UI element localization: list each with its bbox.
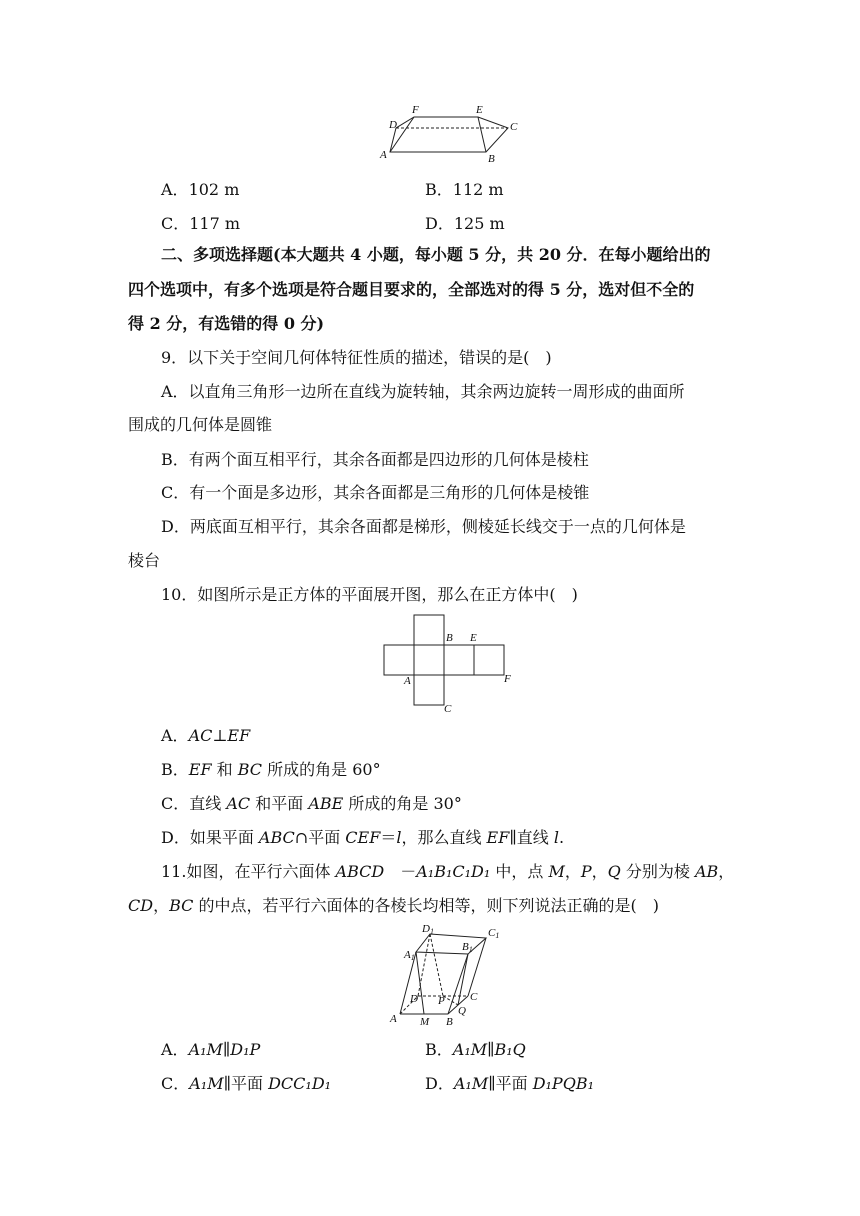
q11-label-A1: A1 <box>404 949 415 962</box>
q8-label-D: D <box>389 119 397 131</box>
q9-stem: 9．以下关于空间几何体特征性质的描述，错误的是( ) <box>161 348 552 367</box>
q11-label-C: C <box>470 991 478 1003</box>
q10-label-C: C <box>444 703 452 715</box>
q11-label-P: P <box>438 995 445 1007</box>
q11-label-Q: Q <box>458 1005 466 1017</box>
q10-option-d: D．如果平面 ABC∩平面 CEF＝l，那么直线 EF∥直线 l. <box>161 828 565 847</box>
q8-option-b: B．112 m <box>425 180 504 199</box>
q10-option-a: A．AC⊥EF <box>161 726 251 745</box>
q8-label-F: F <box>412 104 419 116</box>
q11-label-C1: C1 <box>488 927 500 940</box>
q10-option-b: B．EF 和 BC 所成的角是 60° <box>161 760 381 779</box>
q10-option-c: C．直线 AC 和平面 ABE 所成的角是 30° <box>161 794 462 813</box>
q11-label-M: M <box>420 1016 430 1028</box>
q11-option-a: A．A₁M∥D₁P <box>161 1040 261 1059</box>
q8-label-E: E <box>476 104 483 116</box>
section2-line2: 四个选项中，有多个选项是符合题目要求的，全部选对的得 5 分，选对但不全的 <box>128 280 695 299</box>
q10-stem: 10．如图所示是正方体的平面展开图，那么在正方体中( ) <box>161 585 578 604</box>
section2-line3: 得 2 分，有选错的得 0 分) <box>128 314 325 333</box>
q8-option-c: C．117 m <box>161 214 241 233</box>
q11-label-D1: D1 <box>422 923 434 936</box>
q8-option-a: A．102 m <box>161 180 240 199</box>
q11-stem-line2: CD，BC 的中点，若平行六面体的各棱长均相等，则下列说法正确的是( ) <box>128 896 659 915</box>
q9-option-a-line2: 围成的几何体是圆锥 <box>128 415 273 434</box>
section2-line1: 二、多项选择题(本大题共 4 小题，每小题 5 分，共 20 分．在每小题给出的 <box>161 245 711 264</box>
q10-label-B: B <box>446 632 453 644</box>
q11-option-c: C．A₁M∥平面 DCC₁D₁ <box>161 1074 332 1093</box>
q8-label-A: A <box>380 149 387 161</box>
q8-label-B: B <box>488 153 495 165</box>
q11-label-D: D <box>410 993 418 1005</box>
q8-option-d: D．125 m <box>425 214 505 233</box>
q11-option-d: D．A₁M∥平面 D₁PQB₁ <box>425 1074 594 1093</box>
q9-option-b: B．有两个面互相平行，其余各面都是四边形的几何体是棱柱 <box>161 450 589 469</box>
q10-label-A: A <box>404 675 411 687</box>
q10-cube-net-figure <box>376 612 516 716</box>
q11-parallelepiped-figure <box>384 922 514 1032</box>
q11-label-B1: B1 <box>462 941 473 954</box>
q9-option-a-line1: A．以直角三角形一边所在直线为旋转轴，其余两边旋转一周形成的曲面所 <box>161 382 685 401</box>
q11-stem-line1: 11.如图，在平行六面体 ABCD －A₁B₁C₁D₁ 中，点 M，P，Q 分别为棱 AB， <box>161 862 735 881</box>
q8-solid-figure <box>376 100 526 166</box>
q9-option-d-line2: 棱台 <box>128 551 161 570</box>
q9-option-d-line1: D．两底面互相平行，其余各面都是梯形，侧棱延长线交于一点的几何体是 <box>161 517 686 536</box>
q10-label-E: E <box>470 632 477 644</box>
q11-label-B: B <box>446 1016 453 1028</box>
q9-option-c: C．有一个面是多边形，其余各面都是三角形的几何体是棱锥 <box>161 483 590 502</box>
q11-label-A: A <box>390 1013 397 1025</box>
q8-label-C: C <box>510 121 518 133</box>
q11-option-b: B．A₁M∥B₁Q <box>425 1040 526 1059</box>
q10-label-F: F <box>504 673 511 685</box>
